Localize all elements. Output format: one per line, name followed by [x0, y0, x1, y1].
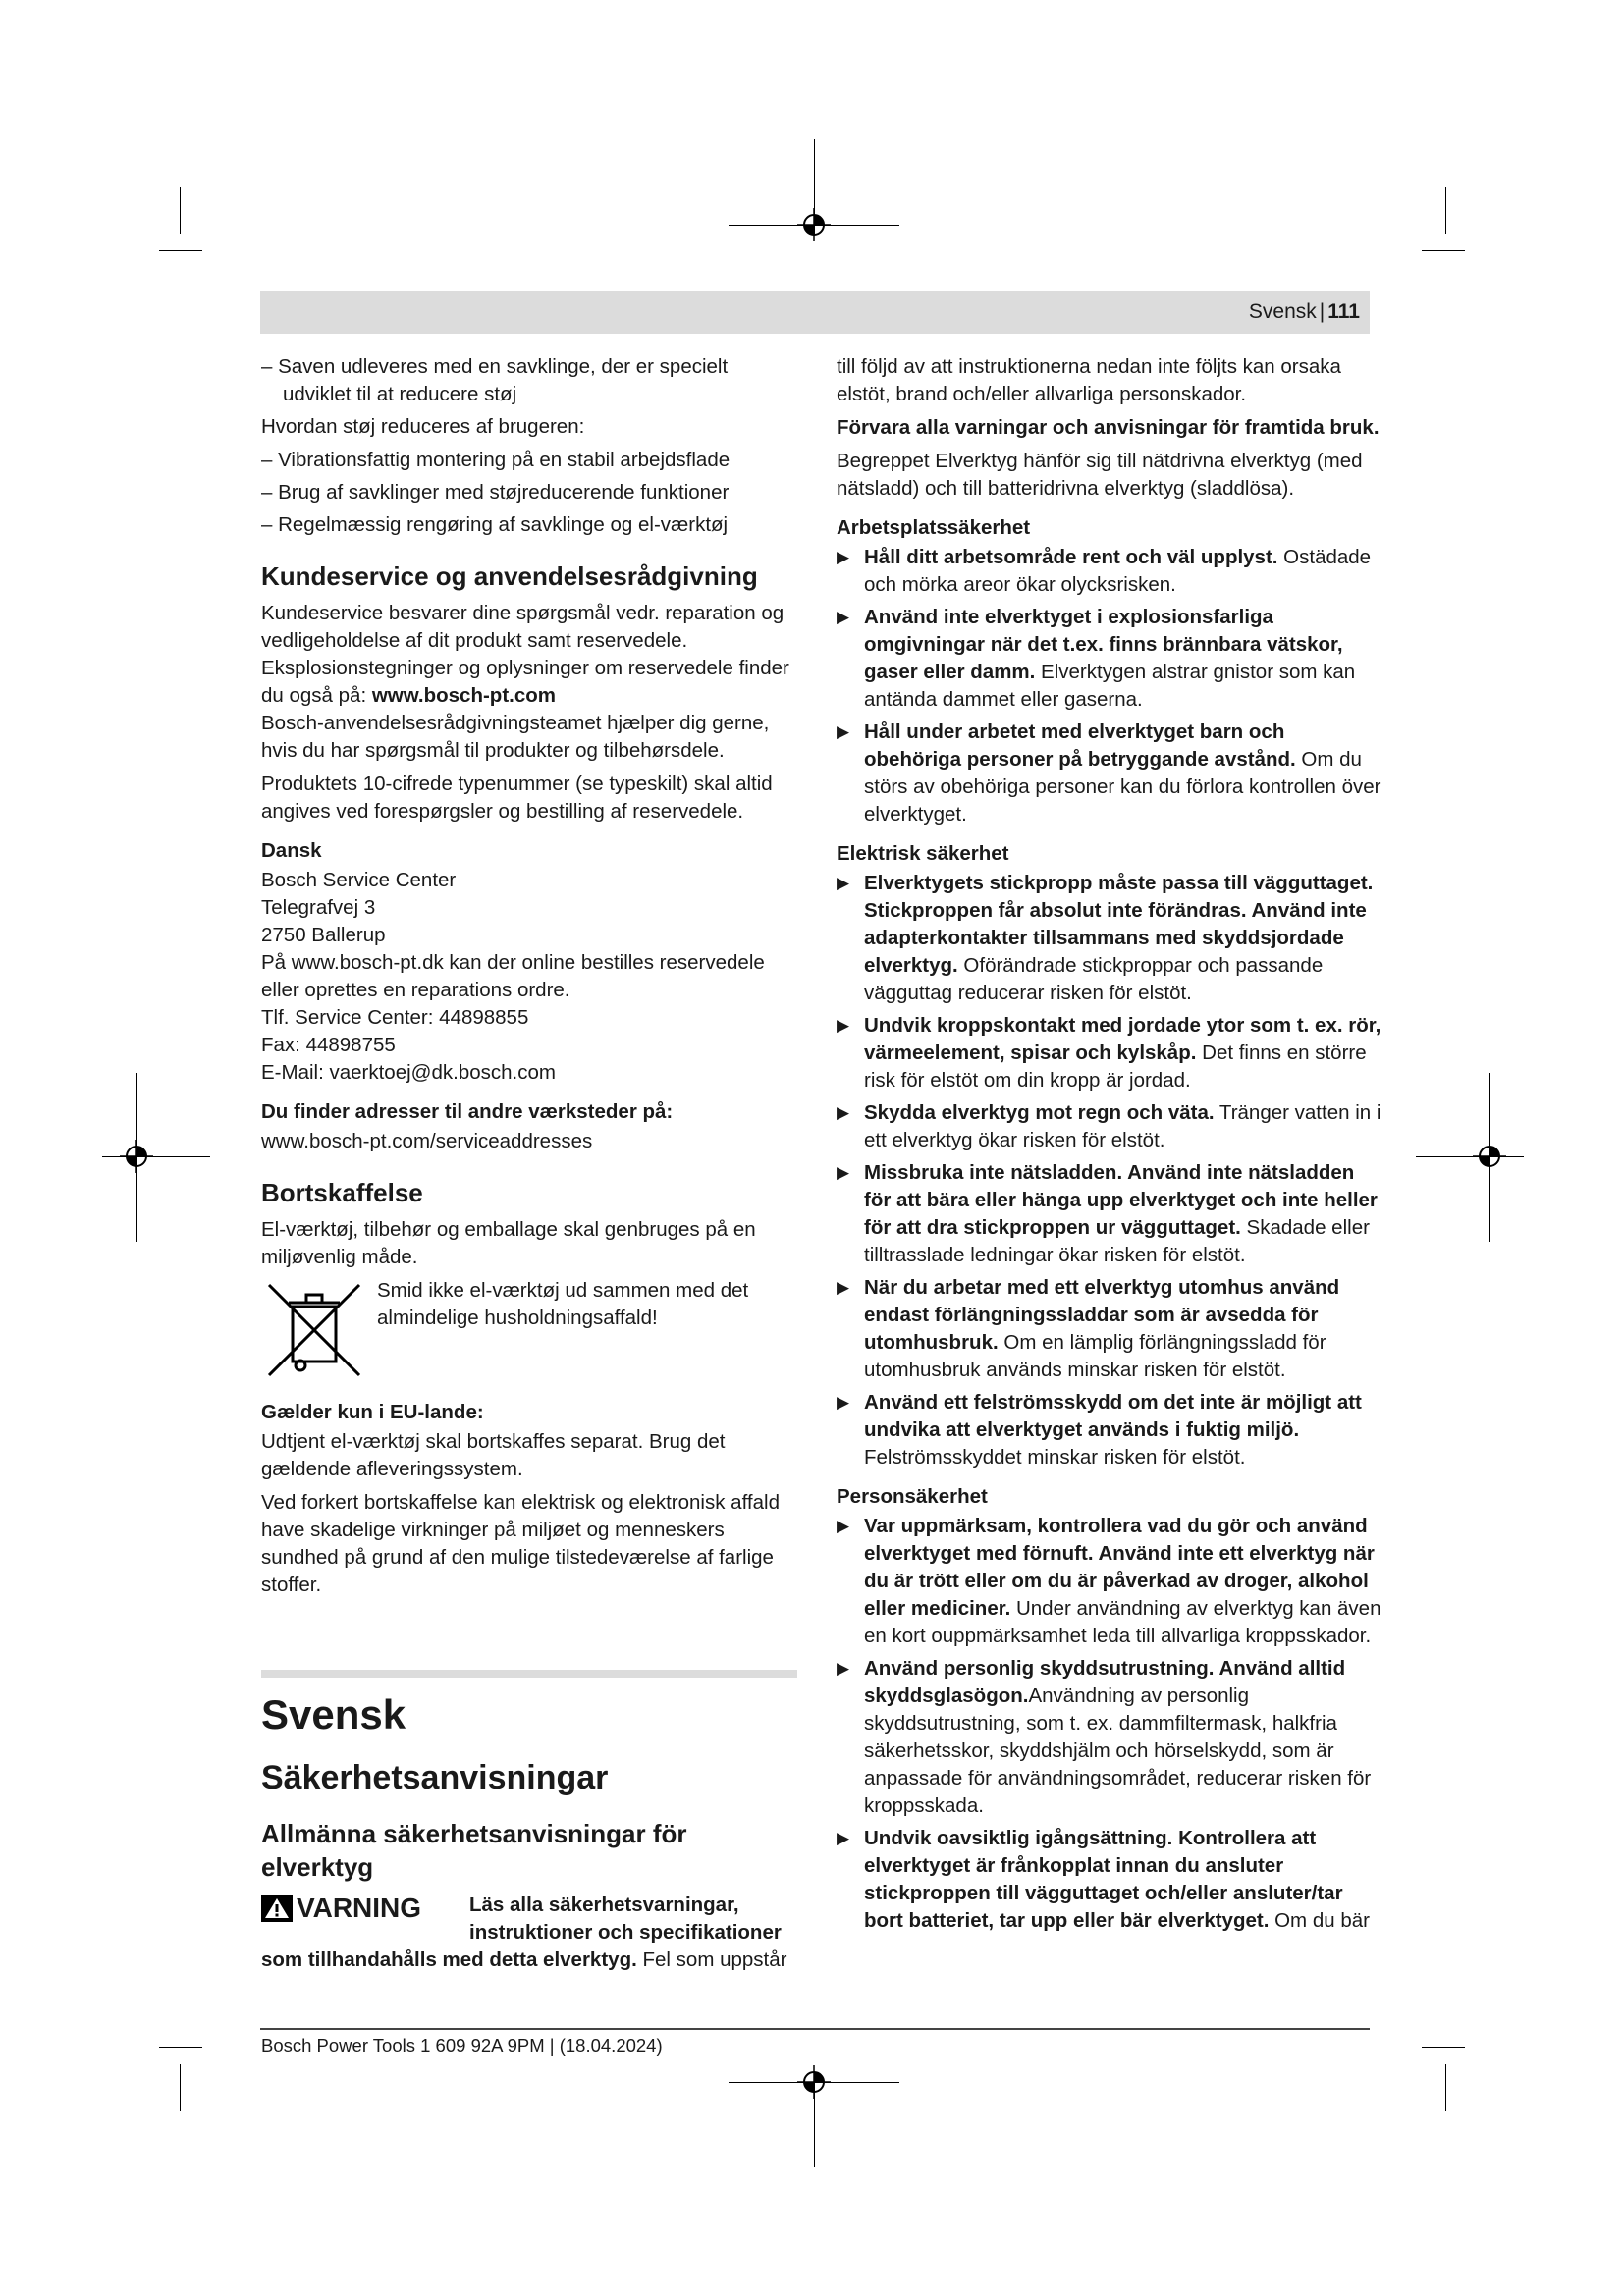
electric-item: [837, 1159, 1382, 1269]
item-text: Användning av personlig skyddsutrustning, som t. ex. dammfiltermask, halkfria säkerhetsskor, skyddshjälm och hörselskydd, som är anpassade för användningsområdet, reducerar risken för kroppsskada.: [864, 1684, 1372, 1817]
crop-mark: [180, 187, 181, 234]
item-bold: Var uppmärksam, kontrollera vad du gör och använd elverktyget med förnuft. Använd inte ett elverktyg när du är trött eller om du är påverkad av droger, alkohol eller mediciner.: [864, 1515, 1375, 1620]
noise-heading: Hvordan støj reduceres af brugeren:: [261, 415, 585, 438]
workplace-item: [837, 544, 1382, 599]
arrow-bullet-icon: ▶: [837, 1278, 850, 1297]
page-header: [260, 291, 1370, 334]
service-paragraph: [261, 600, 797, 710]
warning-continuation: [261, 1947, 797, 1974]
crop-mark: [1422, 250, 1465, 251]
crop-mark: [1445, 187, 1446, 234]
header-section: Svensk: [1248, 300, 1317, 323]
address-line: Telegrafvej 3: [261, 896, 376, 919]
item-text: Elverktygen alstrar gnistor som kan antända dammet eller gaserna.: [864, 661, 1356, 711]
item-bold: Håll ditt arbetsområde rent och väl upplyst.: [864, 546, 1278, 568]
item-text: Under användning av elverktyg kan även en kort ouppmärksamhet leda till allvarliga kroppsskador.: [864, 1597, 1381, 1647]
electric-item: [837, 1274, 1382, 1384]
eu-paragraph-1: Udtjent el-værktøj skal bortskaffes separat. Brug det gældende afleveringssystem.: [261, 1430, 726, 1480]
term-definition: Begreppet Elverktyg hänför sig till nätdrivna elverktyg (med nätsladd) och till batteridrivna elverktyg (sladdlösa).: [837, 450, 1363, 500]
arrow-bullet-icon: ▶: [837, 548, 850, 566]
arrow-bullet-icon: ▶: [837, 874, 850, 892]
crop-mark: [180, 2064, 181, 2111]
workplace-item: [837, 604, 1382, 714]
keep-instructions: Förvara alla varningar och anvisningar för framtida bruk.: [837, 416, 1380, 439]
warning-block: [261, 1892, 797, 1947]
address-line: Tlf. Service Center: 44898855: [261, 1006, 529, 1029]
right-column: [837, 353, 1382, 1940]
continued-paragraph: till följd av att instruktionerna nedan inte följts kan orsaka elstöt, brand och/eller allvarliga personskador.: [837, 355, 1341, 405]
arrow-bullet-icon: ▶: [837, 1829, 850, 1847]
item-text: Det finns en större risk för elstöt om din kropp är jordad.: [864, 1041, 1367, 1092]
left-column: [261, 353, 797, 1980]
item-bold: Håll under arbetet med elverktyget barn och obehöriga personer på betryggande avstånd.: [864, 721, 1296, 771]
page-number: 111: [1327, 300, 1360, 323]
item-bold: När du arbetar med ett elverktyg utomhus använd endast förlängningssladdar som är avsedda för utomhusbruk.: [864, 1276, 1340, 1354]
crop-mark: [159, 2047, 202, 2048]
noise-item: – Brug af savklinger med støjreducerende funktioner: [261, 481, 730, 504]
address-line: E-Mail: vaerktoej@dk.bosch.com: [261, 1061, 556, 1084]
item-text: Felströmsskyddet minskar risken för elstöt.: [864, 1446, 1246, 1468]
intro-dash-item: – Saven udleveres med en savklinge, der er specielt udviklet til at reducere støj: [261, 355, 729, 405]
arrow-bullet-icon: ▶: [837, 1163, 850, 1182]
item-bold: Elverktygets stickpropp måste passa till vägguttaget. Stickproppen får absolut inte förändras. Använd inte adapterkontakter tillsammans med skyddsjordade elverktyg.: [864, 872, 1374, 977]
item-text: Tränger vatten in i ett elverktyg ökar risken för elstöt.: [864, 1101, 1381, 1151]
item-bold: Missbruka inte nätsladden. Använd inte nätsladden för att bära eller hänga upp elverktyget och inte heller för att dra stickproppen ur vägguttaget.: [864, 1161, 1378, 1239]
warning-icon: [261, 1895, 293, 1922]
crossed-bin-icon: [261, 1277, 367, 1383]
arrow-bullet-icon: ▶: [837, 1393, 850, 1412]
other-workshops-url[interactable]: www.bosch-pt.com/serviceaddresses: [261, 1130, 593, 1152]
warning-text: Läs alla säkerhetsvarningar, instruktioner och specifikationer: [469, 1894, 782, 1944]
arrow-bullet-icon: ▶: [837, 1016, 850, 1035]
weee-text: Smid ikke el-værktøj ud sammen med det almindelige husholdningsaffald!: [377, 1279, 749, 1329]
address-block: [261, 867, 797, 1087]
item-bold: Använd ett felströmsskydd om det inte är möjligt att undvika att elverktyget används i fuktig miljö.: [864, 1391, 1362, 1441]
eu-paragraph-2: Ved forkert bortskaffelse kan elektrisk og elektronisk affald have skadelige virkninger på miljøet og menneskers sundhed på grund af den mulige tilstedeværelse af farlige stoffer.: [261, 1491, 780, 1596]
item-bold: Undvik kroppskontakt med jordade ytor som t. ex. rör, värmeelement, spisar och kylskåp.: [864, 1014, 1381, 1064]
service-block: [261, 600, 797, 826]
footer-text: Bosch Power Tools 1 609 92A 9PM | (18.04.2024): [261, 2035, 663, 2056]
address-line: Fax: 44898755: [261, 1034, 396, 1056]
warning-word: VARNING: [297, 1893, 422, 1923]
address-line: 2750 Ballerup: [261, 924, 386, 946]
eu-heading: Gælder kun i EU-lande:: [261, 1401, 484, 1423]
crop-mark: [1445, 2064, 1446, 2111]
service-paragraph-2: Bosch-anvendelsesrådgivningsteamet hjælper dig gerne, hvis du har spørgsmål til produkter og tilbehørsdele.: [261, 712, 770, 762]
disposal-paragraph: El-værktøj, tilbehør og emballage skal genbruges på en miljøvenlig måde.: [261, 1218, 756, 1268]
address-line: Bosch Service Center: [261, 869, 457, 891]
safety-title: Säkerhetsanvisningar: [261, 1759, 609, 1796]
electric-item: [837, 870, 1382, 1007]
service-paragraph-3: Produktets 10-cifrede typenummer (se typeskilt) skal altid angives ved forespørgsler og bestilling af reservedele.: [261, 773, 773, 823]
warning-cont-text: Fel som uppstår: [636, 1949, 787, 1971]
item-text: Ostädade och mörka areor ökar olycksrisken.: [864, 546, 1372, 596]
item-bold: Använd inte elverktyget i explosionsfarliga omgivningar när det t.ex. finns brännbara vätskor, gaser eller damm.: [864, 606, 1343, 683]
warning-label: [261, 1892, 469, 1925]
item-bold: Skydda elverktyg mot regn och väta.: [864, 1101, 1215, 1124]
item-bold: Använd personlig skyddsutrustning. Använd alltid skyddsglasögon.: [864, 1657, 1346, 1707]
personal-item: [837, 1513, 1382, 1650]
noise-item: – Regelmæssig rengøring af savklinge og el-værktøj: [261, 513, 729, 536]
item-text: Om en lämplig förlängningssladd för utomhusbruk används minskar risken för elstöt.: [864, 1331, 1326, 1381]
language-title: Svensk: [261, 1691, 406, 1737]
dansk-heading: Dansk: [261, 839, 322, 862]
electric-item: [837, 1389, 1382, 1471]
weee-notice: [261, 1277, 797, 1383]
header-separator: |: [1319, 300, 1326, 323]
crop-mark: [159, 250, 202, 251]
workplace-heading: Arbetsplatssäkerhet: [837, 516, 1031, 539]
arrow-bullet-icon: ▶: [837, 722, 850, 741]
item-text: Om du störs av obehöriga personer kan du förlora kontrollen över elverktyget.: [864, 748, 1381, 826]
electric-item: [837, 1012, 1382, 1095]
arrow-bullet-icon: ▶: [837, 1659, 850, 1678]
header-text: [1249, 298, 1360, 326]
workplace-item: [837, 719, 1382, 828]
service-heading: Kundeservice og anvendelsesrådgivning: [261, 561, 758, 591]
warning-cont-bold: som tillhandahålls med detta elverktyg.: [261, 1949, 637, 1971]
personal-heading: Personsäkerhet: [837, 1485, 988, 1508]
section-divider: [261, 1670, 797, 1678]
arrow-bullet-icon: ▶: [837, 608, 850, 626]
item-text: Oförändrade stickproppar och passande vägguttag reducerar risken för elstöt.: [864, 954, 1324, 1004]
electric-heading: Elektrisk säkerhet: [837, 842, 1009, 865]
disposal-heading: Bortskaffelse: [261, 1178, 423, 1207]
item-text: Skadade eller tilltrasslade ledningar ökar risken för elstöt.: [864, 1216, 1370, 1266]
personal-item: [837, 1655, 1382, 1820]
arrow-bullet-icon: ▶: [837, 1103, 850, 1122]
service-link[interactable]: www.bosch-pt.com: [371, 684, 557, 707]
item-bold: Undvik oavsiktlig igångsättning. Kontrollera att elverktyget är frånkopplat innan du ansluter stickproppen till vägguttaget och/eller ansluter/tar bort batteriet, tar upp eller bär elverktyget.: [864, 1827, 1343, 1932]
arrow-bullet-icon: ▶: [837, 1517, 850, 1535]
crop-mark: [1422, 2047, 1465, 2048]
service-p1: Kundeservice besvarer dine spørgsmål vedr. reparation og vedligeholdelse af dit produkt samt reservedele. Eksplosionstegninger og oplysninger om reservedele finder du også på:: [261, 602, 789, 707]
noise-item: – Vibrationsfattig montering på en stabil arbejdsflade: [261, 449, 731, 471]
other-workshops-heading: Du finder adresser til andre værksteder på:: [261, 1100, 674, 1123]
general-safety-title: Allmänna säkerhetsanvisningar för elverktyg: [261, 1819, 687, 1882]
electric-item: [837, 1099, 1382, 1154]
personal-item: [837, 1825, 1382, 1935]
footer-divider: [260, 2028, 1370, 2030]
address-line: På www.bosch-pt.dk kan der online bestilles reservedele eller oprettes en reparations ordre.: [261, 951, 765, 1001]
item-text: Om du bär: [1269, 1909, 1370, 1932]
